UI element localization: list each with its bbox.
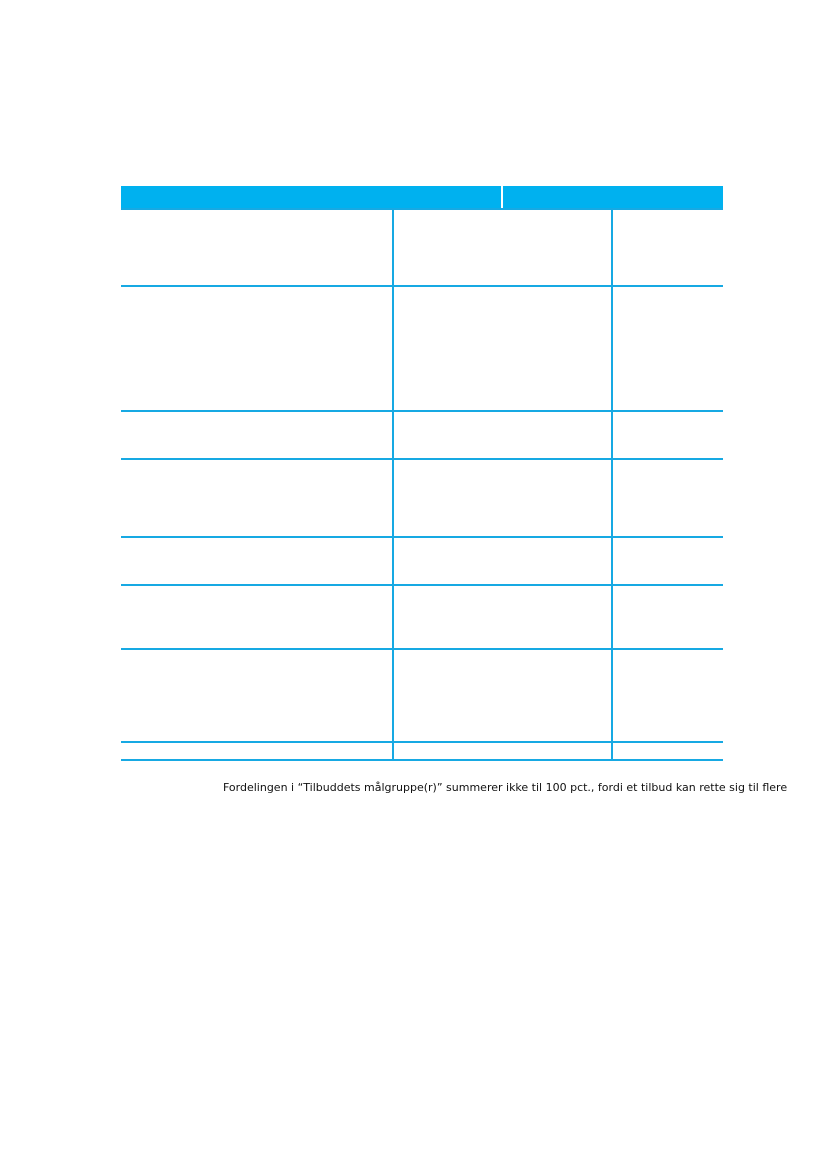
row-value [394, 743, 611, 759]
row-value [613, 743, 723, 759]
row-value [613, 412, 723, 458]
row-value [394, 460, 611, 536]
row-value [394, 210, 611, 285]
row-value [394, 538, 611, 584]
row-value [613, 650, 723, 741]
row-label [121, 743, 392, 759]
table-footnote: Fordelingen i “Tilbuddets målgruppe(r)” summerer ikke til 100 pct., fordi et tilbud kan rette sig til flere [223, 781, 788, 794]
table-row [121, 287, 723, 410]
row-label [121, 287, 392, 410]
table-row [121, 650, 723, 741]
row-label [121, 412, 392, 458]
row-value [394, 287, 611, 410]
table-row [121, 538, 723, 584]
row-value [613, 586, 723, 648]
table-row [121, 210, 723, 285]
table-bottom-border [121, 759, 723, 761]
table-header-right [503, 186, 723, 208]
row-value [394, 412, 611, 458]
table-row [121, 586, 723, 648]
row-label [121, 460, 392, 536]
row-value [394, 650, 611, 741]
row-label [121, 210, 392, 285]
table-row [121, 743, 723, 759]
table-row [121, 460, 723, 536]
table-header-left [121, 186, 501, 208]
row-label [121, 538, 392, 584]
row-value [613, 460, 723, 536]
row-value [394, 586, 611, 648]
data-table [121, 186, 723, 761]
row-label [121, 650, 392, 741]
row-value [613, 538, 723, 584]
row-label [121, 586, 392, 648]
row-value [613, 287, 723, 410]
row-value [613, 210, 723, 285]
table-row [121, 412, 723, 458]
